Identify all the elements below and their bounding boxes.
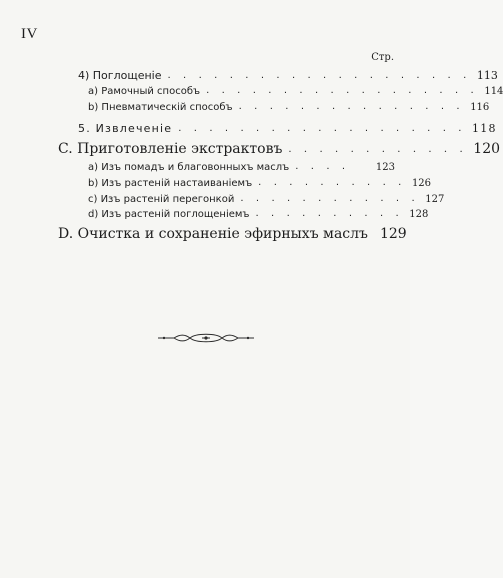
toc-entry-page: 123 <box>375 162 395 173</box>
toc-entry-title: 5. Извлеченіе <box>78 122 173 135</box>
toc-entry[interactable] <box>88 193 445 205</box>
toc-entry[interactable] <box>88 208 429 220</box>
toc-entry-title: c) Изъ растеній перегонкой <box>88 194 235 205</box>
closing-ornament-icon <box>156 332 256 344</box>
toc-entry-page: 118 <box>472 122 497 135</box>
toc-leader-dots: . . . . . . . . . . . . <box>240 193 420 204</box>
toc-entry-page: 126 <box>411 178 432 189</box>
toc-entry-page: 128 <box>409 209 429 220</box>
toc-entry-title: a) Рамочный способъ <box>88 86 201 97</box>
toc-entry[interactable] <box>58 141 501 157</box>
page-column-label: Стр. <box>371 52 394 63</box>
toc-entry[interactable] <box>88 162 395 173</box>
toc-entry-page: 113 <box>476 69 498 82</box>
toc-entry-title: a) Изъ помадъ и благовонныхъ маслъ <box>88 162 290 173</box>
toc-leader-dots: . . . . . . . . . . . . . . . <box>238 101 465 112</box>
toc-entry[interactable] <box>78 69 498 82</box>
toc-leader-dots: . . . . <box>295 161 350 172</box>
toc-entry[interactable] <box>88 101 490 113</box>
toc-entry[interactable] <box>88 177 432 189</box>
toc-entry-title: D. Очистка и сохраненіе эфирныхъ маслъ <box>58 226 368 242</box>
toc-entry[interactable] <box>88 85 503 97</box>
toc-entry-page: 120 <box>473 141 501 157</box>
page-number-roman: IV <box>21 26 38 42</box>
toc-entry-page: 127 <box>425 194 445 205</box>
toc-leader-dots: . . . . . . . . . . <box>255 208 404 219</box>
toc-entry-page: 129 <box>379 226 407 242</box>
toc-leader-dots: . . . . . . . . . . . . <box>288 144 468 155</box>
toc-entry[interactable] <box>78 122 497 135</box>
toc-entry-page: 114 <box>484 86 503 97</box>
toc-entry-title: d) Изъ растеній поглощеніемъ <box>88 209 250 220</box>
toc-entry-title: b) Пневматическій способъ <box>88 102 233 113</box>
toc-leader-dots: . . . . . . . . . . . . . . . . . . . <box>178 123 467 134</box>
toc-entry-title: b) Изъ растеній настаиваніемъ <box>88 178 253 189</box>
toc-leader-dots: . . . . . . . . . . <box>258 177 406 188</box>
toc-entry-title: 4) Поглощеніе <box>78 69 162 82</box>
toc-entry[interactable] <box>58 226 407 242</box>
toc-leader-dots: . . . . . . . . . . . . . . . . . . . . <box>167 70 471 81</box>
toc-leader-dots: . . . . . . . . . . . . . . . . . . <box>206 85 479 96</box>
toc-entry-title: C. Приготовленіе экстрактовъ <box>58 141 283 157</box>
toc-entry-page: 116 <box>470 102 490 113</box>
